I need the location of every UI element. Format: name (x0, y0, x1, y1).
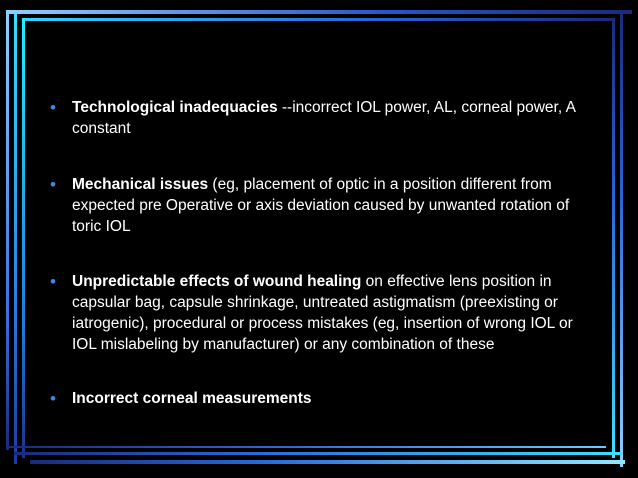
bullet-icon: • (50, 98, 56, 117)
bullet-icon: • (50, 175, 56, 194)
bullet-item-mechanical (50, 174, 590, 237)
frame-left-inner-line (22, 18, 25, 458)
frame-right-inner-line (612, 18, 615, 458)
bullet-item-wound-healing (50, 271, 590, 355)
bullet-text: --incorrect IOL power, AL, corneal power, A constant (72, 99, 576, 137)
bullet-heading: Incorrect corneal measurements (72, 390, 312, 407)
frame-bottom-lower-line (30, 460, 625, 464)
bullet-icon: • (50, 389, 56, 408)
bullet-icon: • (50, 272, 56, 291)
bullet-item-corneal (50, 388, 590, 409)
bullet-text: on effective lens position in capsular bag, capsule shrinkage, untreated astigmatism (preexisting or iatrogenic), procedural or process mistakes (eg, insertion of wrong IOL or IOL mislabeling by manufacturer) or any combination of these (72, 273, 573, 353)
frame-left-line (6, 10, 9, 450)
frame-bottom-line (14, 452, 622, 455)
frame-top-inner-line (22, 18, 612, 21)
frame-left-middle-line (14, 14, 17, 464)
frame-right-line (620, 12, 623, 467)
frame-bottom-upper-line (6, 446, 606, 448)
bullet-item-technological (50, 97, 590, 139)
frame-top-line (6, 10, 632, 14)
bullet-heading: Mechanical issues (72, 176, 209, 193)
bullet-text: (eg, placement of optic in a position different from expected pre Operative or axis deviation caused by unwanted rotation of toric IOL (72, 176, 570, 235)
bullet-heading: Unpredictable effects of wound healing (72, 273, 362, 290)
bullet-list (50, 97, 590, 409)
bullet-heading: Technological inadequacies (72, 99, 278, 116)
